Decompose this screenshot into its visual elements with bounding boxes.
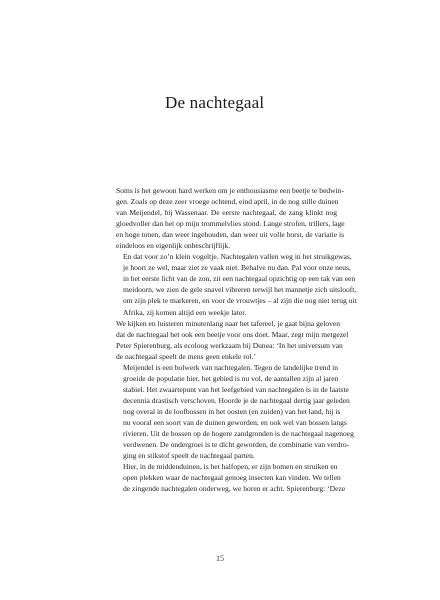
text-line: van Meijendel, bij Wassenaar. De eerste nachtegaal, de zang klinkt nog bbox=[116, 208, 337, 218]
text-line: stabiel. Het zwaartepunt van het leefgebied van nachtegalen is in de laatste bbox=[123, 384, 349, 394]
text-line: ging en stikstof speelt de nachtegaal parten. bbox=[123, 451, 255, 461]
text-line: verdwenen. De ondergroei is te dicht geworden, de combinatie van verdro- bbox=[123, 440, 350, 450]
page-number: 15 bbox=[216, 554, 224, 563]
text-line: Soms is het gewoon hard werken om je enthousiasme een beetje te bedwin- bbox=[116, 186, 345, 195]
paragraph bbox=[116, 185, 345, 251]
text-line: in het eerste licht van de zon, zit een nachtegaal opzichtig op een tak van een bbox=[123, 274, 356, 284]
text-line: Afrika, zij komen altijd een weekje later. bbox=[123, 307, 247, 317]
paragraph bbox=[116, 251, 357, 317]
text-line: om zijn plek te markeren, en voor de vrouwtjes – al zijn die nog niet terug uit bbox=[123, 296, 357, 306]
text-line: je hoort ze wel, maar ziet ze vaak niet. Behalve nu dan. Pal voor onze neus, bbox=[123, 263, 351, 273]
text-line: de zingende nachtegalen onderweg, we horen er acht. Spierenburg: ‘Deze bbox=[123, 484, 346, 494]
chapter-title: De nachtegaal bbox=[165, 93, 265, 112]
text-line: nog overal in de loofbossen in het oosten (en zuiden) van het land, hij is bbox=[123, 406, 341, 416]
text-line: open plekken waar de nachtegaal genoeg insecten kan vinden. We tellen bbox=[123, 473, 341, 483]
text-line: Meijendel is een bolwerk van nachtegalen. Tegen de landelijke trend in bbox=[123, 362, 338, 372]
text-line: En dat voor zo’n klein vogeltje. Nachtegalen vallen weg in het struikgewas, bbox=[123, 252, 352, 262]
paragraph bbox=[116, 318, 349, 362]
text-line: rivieren. Uit de bossen op de hogere zandgronden is de nachtegaal nagenoeg bbox=[123, 429, 354, 439]
paragraph bbox=[116, 362, 354, 461]
text-line: gloedvoller dan het op mijn trommelvlies stond. Lange strofen, trillers, lage bbox=[116, 219, 345, 229]
text-line: meidoorn, we zien de gele snavel vibreren terwijl het mannetje zich uitslooft, bbox=[123, 285, 357, 295]
text-line: We kijken en luisteren minutenlang naar het tafereel, je gaat bijna geloven bbox=[116, 318, 341, 328]
text-line: dat de nachtegaal het ook een beetje voor ons doet. Maar, zegt mijn metgezel bbox=[116, 329, 349, 339]
text-line: Hier, in de middenduinen, is het halfopen, er zijn bomen en struiken en bbox=[123, 462, 338, 472]
text-line: de nachtegaal speelt de mens geen enkele rol.’ bbox=[116, 351, 256, 361]
body-text bbox=[116, 185, 357, 494]
text-line: decennia drastisch verschoven. Hoorde je de nachtegaal dertig jaar geleden bbox=[123, 395, 350, 405]
text-line: gen. Zoals op deze zeer vroege ochtend, eind april, in de nog stille duinen bbox=[116, 197, 339, 207]
text-line: en hoge tonen, dan weer ingehouden, dan weer uit volle borst, de variatie is bbox=[116, 230, 345, 240]
paragraph bbox=[116, 461, 346, 494]
text-line: groeide de populatie hier, het gebied is nu vol, de aantallen zijn al jaren bbox=[123, 373, 339, 383]
text-line: Peter Spierenburg, als ecoloog werkzaam bij Dunea: ‘In het universum van bbox=[116, 340, 343, 350]
text-line: eindeloos en eigenlijk onbeschrijflijk. bbox=[116, 241, 231, 251]
text-line: nu vooral een soort van de duinen geworden, en ook wel van bossen langs bbox=[123, 417, 347, 427]
